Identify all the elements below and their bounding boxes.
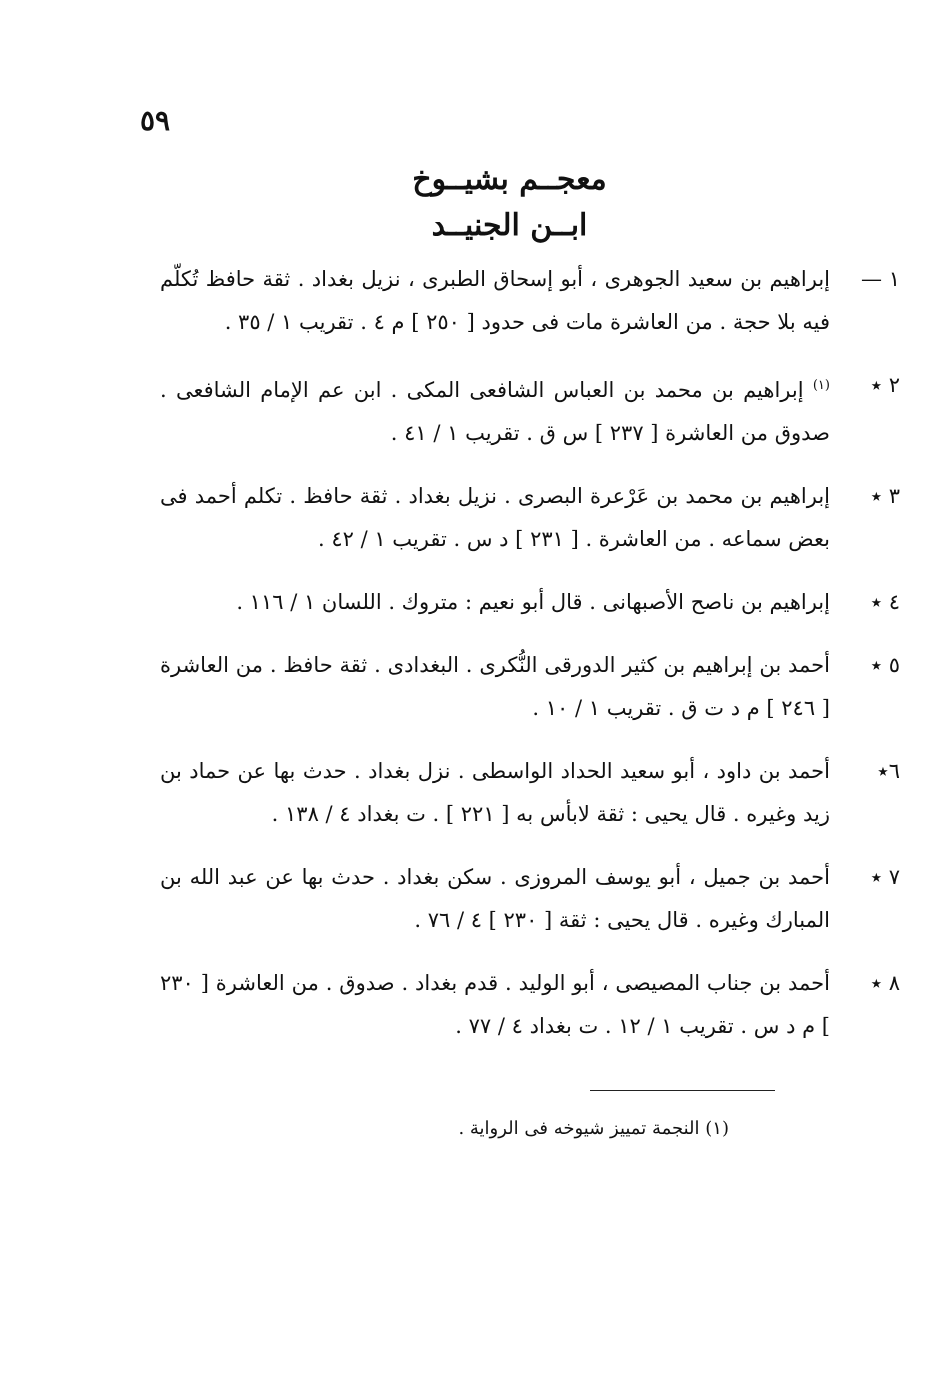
- entry-text: أحمد بن داود ، أبو سعيد الحداد الواسطى . نزل بغداد . حدث بها عن حماد بن زيد وغيره . قال يحيى : ثقة لابأس به [ ٢٢١ ] . ت بغداد ٤ / ١٣٨ .: [160, 759, 830, 826]
- entry-3: [160, 475, 900, 561]
- entry-text: أحمد بن إبراهيم بن كثير الدورقى النُّكرى . البغدادى . ثقة حافظ . من العاشرة [ ٢٤٦ ] م د ت ق . تقريب ١ / ١٠ .: [160, 653, 830, 720]
- page-title: معجــم بشيــوخ: [412, 162, 607, 197]
- entry-2: [160, 364, 900, 455]
- page-subtitle: ابــن الجنيــد: [431, 208, 588, 243]
- entry-6: [160, 750, 900, 836]
- entry-text: أحمد بن جميل ، أبو يوسف المروزى . سكن بغداد . حدث بها عن عبد الله بن المبارك وغيره . قال يحيى : ثقة [ ٢٣٠ ] ٤ / ٧٦ .: [160, 865, 830, 932]
- entry-number: ٢ ٭: [870, 373, 900, 397]
- entry-text: [160, 364, 830, 455]
- entry-number: ٧ ٭: [870, 865, 900, 889]
- footnote-marker: (١): [812, 378, 830, 393]
- entry-text: إبراهيم بن ناصح الأصبهانى . قال أبو نعيم : متروك . اللسان ١ / ١١٦ .: [236, 590, 830, 614]
- entry-5: [160, 644, 900, 730]
- entry-8: [160, 962, 900, 1048]
- entry-1: [160, 258, 900, 344]
- entry-number: ٨ ٭: [870, 971, 900, 995]
- page-number: ٥٩: [140, 104, 171, 137]
- entry-number: ٤ ٭: [870, 590, 900, 614]
- entry-text: أحمد بن جناب المصيصى ، أبو الوليد . قدم بغداد . صدوق . من العاشرة [ ٢٣٠ ] م د س . تقريب ١ / ١٢ . ت بغداد ٤ / ٧٧ .: [160, 971, 830, 1038]
- entry-7: [160, 856, 900, 942]
- entry-text: إبراهيم بن سعيد الجوهرى ، أبو إسحاق الطبرى ، نزيل بغداد . ثقة حافظ تُكلّم فيه بلا حجة . من العاشرة مات فى حدود [ ٢٥٠ ] م ٤ . تقريب ١ / ٣٥ .: [160, 267, 830, 334]
- entry-text: إبراهيم بن محمد بن عَرْعرة البصرى . نزيل بغداد . ثقة حافظ . تكلم أحمد فى بعض سماعه . من العاشرة . [ ٢٣١ ] د س . تقريب ١ / ٤٢ .: [160, 484, 830, 551]
- footnote: (١) النجمة تمييز شيوخه فى الرواية .: [458, 1118, 729, 1139]
- entry-number: ١ —: [861, 267, 900, 291]
- entry-4: [160, 581, 900, 624]
- entry-number: ٣ ٭: [870, 484, 900, 508]
- footnote-divider: [590, 1090, 775, 1091]
- entry-list: [160, 258, 900, 1068]
- entry-number: ٦٭: [877, 759, 900, 783]
- entry-body: إبراهيم بن محمد بن العباس الشافعى المكى . ابن عم الإمام الشافعى . صدوق من العاشرة [ ٢٣٧ ] س ق . تقريب ١ / ٤١ .: [160, 378, 830, 445]
- entry-number: ٥ ٭: [870, 653, 900, 677]
